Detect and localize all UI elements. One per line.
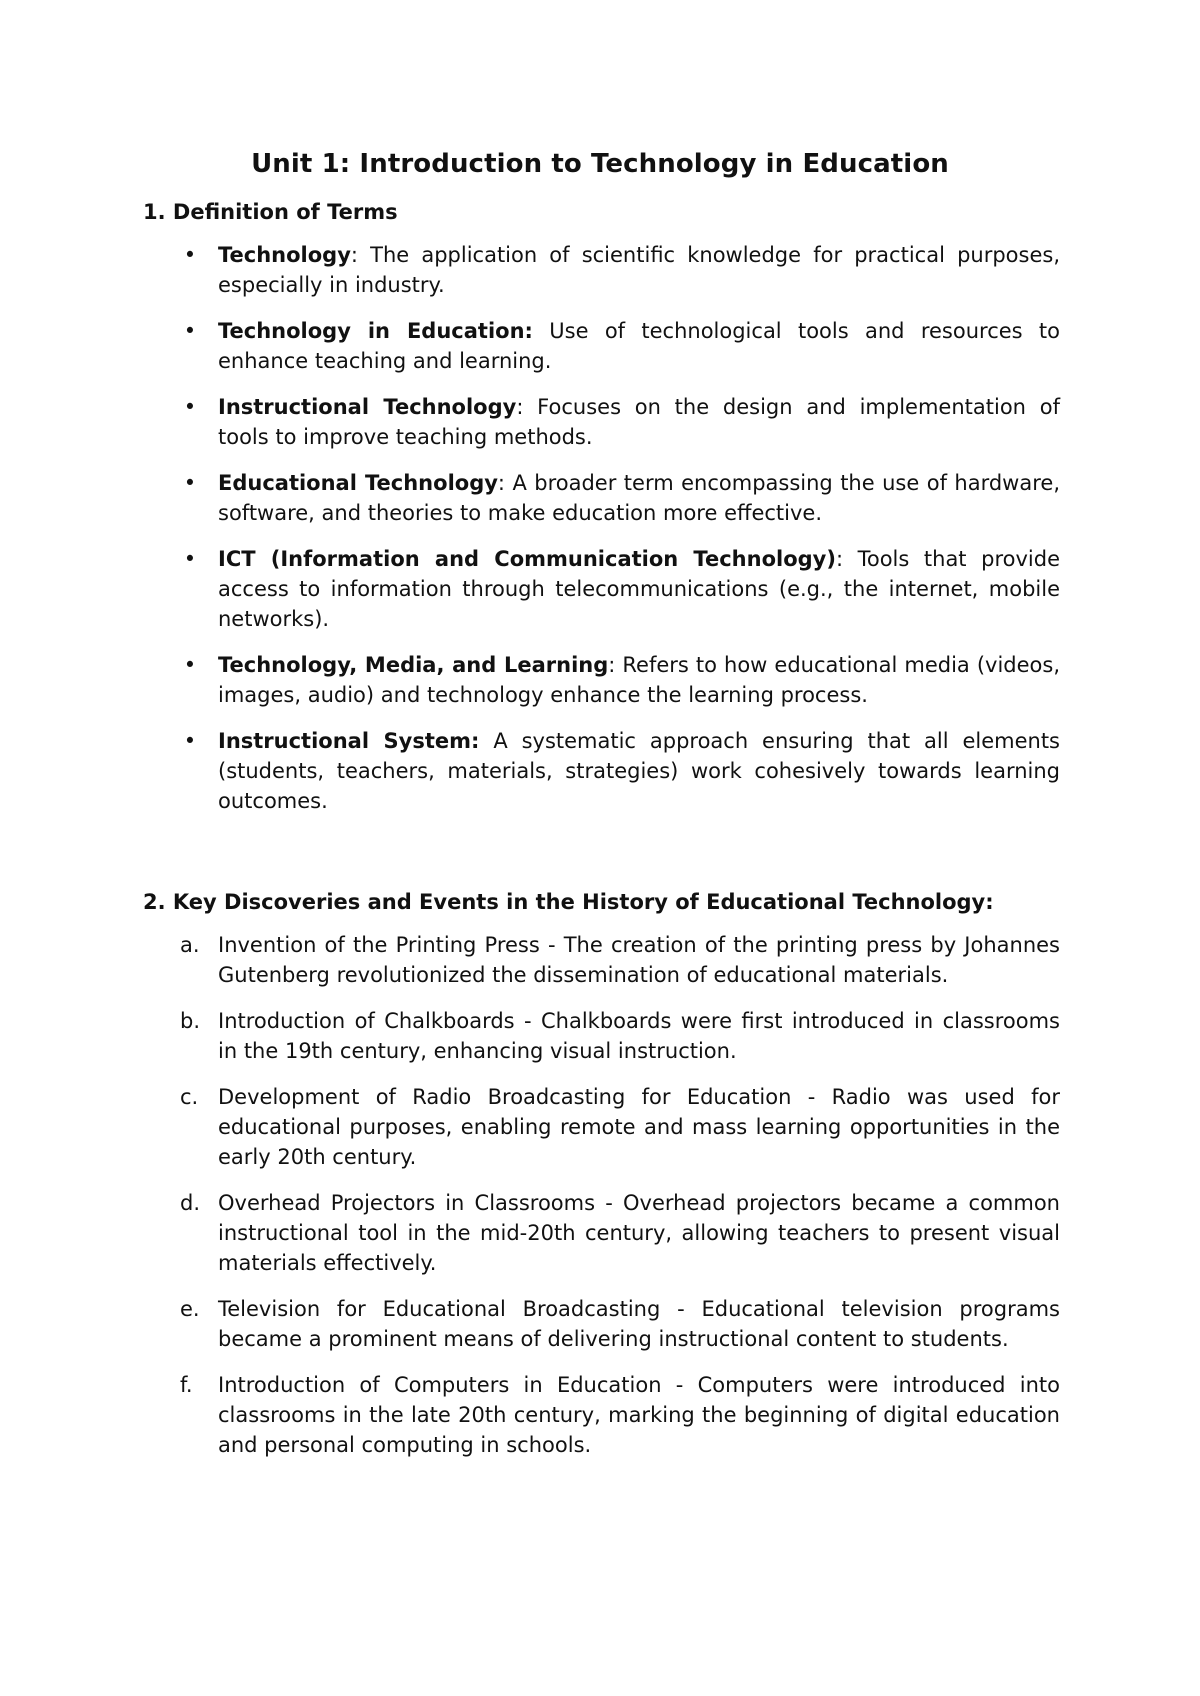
event-text: Invention of the Printing Press - The creation of the printing press by Johannes Gutenberg revolutionized the dissemination of educational materials. <box>218 933 1060 987</box>
term-definition: A systematic approach ensuring that all elements (students, teachers, materials, strategies) work cohesively towards learning outcomes. <box>218 729 1060 813</box>
term-definition: : A broader term encompassing the use of hardware, software, and theories to make education more effective. <box>218 471 1060 525</box>
page-title: Unit 1: Introduction to Technology in Education <box>251 149 949 179</box>
list-item <box>180 1082 1060 1172</box>
list-item <box>183 316 1060 376</box>
bullet-icon: • <box>183 729 197 753</box>
term-label: Instructional System: <box>218 729 480 753</box>
term-definition: : The application of scientific knowledge for practical purposes, especially in industry. <box>218 243 1060 297</box>
term-definition: : Refers to how educational media (videos, images, audio) and technology enhance the learning process. <box>218 653 1060 707</box>
event-text: Development of Radio Broadcasting for Education - Radio was used for educational purposes, enabling remote and mass learning opportunities in the early 20th century. <box>218 1085 1060 1169</box>
list-item <box>183 726 1060 816</box>
term-label: ICT (Information and Communication Technology) <box>218 547 836 571</box>
list-item <box>183 468 1060 528</box>
list-item <box>180 930 1060 990</box>
list-item <box>180 1370 1060 1460</box>
list-marker: e. <box>180 1297 200 1321</box>
term-definition: : Tools that provide access to information through telecommunications (e.g., the internet, mobile networks). <box>218 547 1060 631</box>
list-item <box>183 650 1060 710</box>
list-item <box>180 1006 1060 1066</box>
history-list <box>180 930 1060 1476</box>
term-label: Technology <box>218 243 351 267</box>
event-text: Introduction of Computers in Education - Computers were introduced into classrooms in the late 20th century, marking the beginning of digital education and personal computing in schools. <box>218 1373 1060 1457</box>
term-label: Educational Technology <box>218 471 498 495</box>
section-heading-history: 2. Key Discoveries and Events in the History of Educational Technology: <box>143 890 994 914</box>
list-item <box>180 1188 1060 1278</box>
bullet-icon: • <box>183 547 197 571</box>
definitions-list <box>183 240 1060 832</box>
term-label: Technology, Media, and Learning <box>218 653 609 677</box>
list-item <box>183 544 1060 634</box>
term-definition: : Focuses on the design and implementation of tools to improve teaching methods. <box>218 395 1060 449</box>
list-marker: f. <box>180 1373 193 1397</box>
bullet-icon: • <box>183 395 197 419</box>
list-marker: b. <box>180 1009 201 1033</box>
section-heading-definitions: 1. Definition of Terms <box>143 200 398 224</box>
list-marker: c. <box>180 1085 199 1109</box>
bullet-icon: • <box>183 243 197 267</box>
term-label: Instructional Technology <box>218 395 517 419</box>
list-item <box>183 392 1060 452</box>
term-definition: Use of technological tools and resources to enhance teaching and learning. <box>218 319 1060 373</box>
event-text: Television for Educational Broadcasting - Educational television programs became a prominent means of delivering instructional content to students. <box>218 1297 1060 1351</box>
bullet-icon: • <box>183 653 197 677</box>
event-text: Overhead Projectors in Classrooms - Overhead projectors became a common instructional tool in the mid-20th century, allowing teachers to present visual materials effectively. <box>218 1191 1060 1275</box>
list-marker: d. <box>180 1191 201 1215</box>
list-item <box>180 1294 1060 1354</box>
bullet-icon: • <box>183 471 197 495</box>
list-item <box>183 240 1060 300</box>
event-text: Introduction of Chalkboards - Chalkboards were first introduced in classrooms in the 19th century, enhancing visual instruction. <box>218 1009 1060 1063</box>
list-marker: a. <box>180 933 200 957</box>
bullet-icon: • <box>183 319 197 343</box>
term-label: Technology in Education: <box>218 319 533 343</box>
